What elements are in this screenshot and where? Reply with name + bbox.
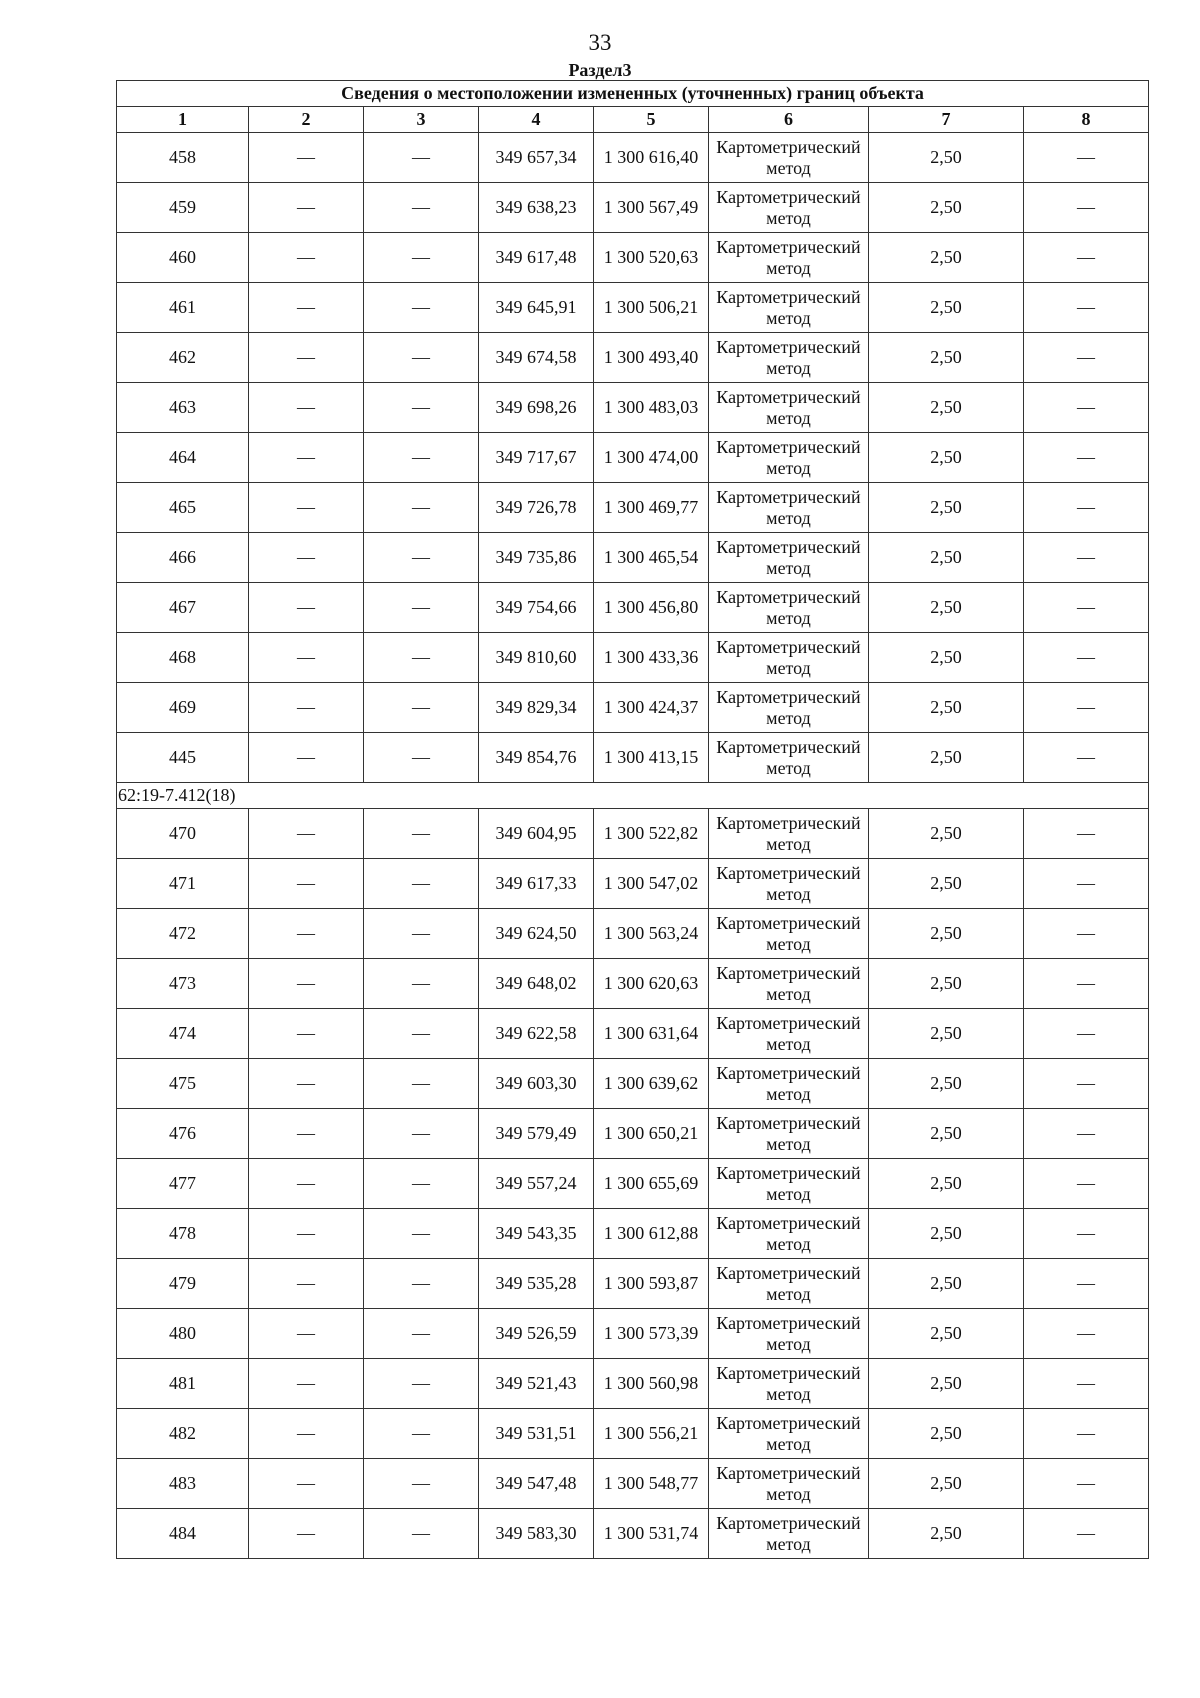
accuracy-cell: 2,50 — [869, 233, 1024, 283]
cell-col2: — — [249, 1359, 364, 1409]
cell-col8: — — [1024, 733, 1149, 783]
point-number: 476 — [117, 1109, 249, 1159]
method-cell: Картометрический метод — [709, 533, 869, 583]
coord-y: 1 300 456,80 — [594, 583, 709, 633]
point-number: 461 — [117, 283, 249, 333]
cell-col8: — — [1024, 1309, 1149, 1359]
cell-col8: — — [1024, 433, 1149, 483]
method-cell: Картометрический метод — [709, 283, 869, 333]
coord-y: 1 300 520,63 — [594, 233, 709, 283]
cell-col8: — — [1024, 1259, 1149, 1309]
accuracy-cell: 2,50 — [869, 1059, 1024, 1109]
coord-y: 1 300 620,63 — [594, 959, 709, 1009]
method-cell: Картометрический метод — [709, 1109, 869, 1159]
method-cell: Картометрический метод — [709, 483, 869, 533]
method-cell: Картометрический метод — [709, 1209, 869, 1259]
cell-col2: — — [249, 1309, 364, 1359]
method-cell: Картометрический метод — [709, 1159, 869, 1209]
table-row — [117, 683, 1149, 733]
point-number: 466 — [117, 533, 249, 583]
accuracy-cell: 2,50 — [869, 483, 1024, 533]
point-number: 445 — [117, 733, 249, 783]
cell-col2: — — [249, 1209, 364, 1259]
table-row — [117, 1259, 1149, 1309]
cell-col3: — — [364, 633, 479, 683]
method-cell: Картометрический метод — [709, 383, 869, 433]
point-number: 479 — [117, 1259, 249, 1309]
section-title: Раздел3 — [568, 60, 632, 80]
point-number: 484 — [117, 1509, 249, 1559]
accuracy-cell: 2,50 — [869, 1259, 1024, 1309]
coord-y: 1 300 612,88 — [594, 1209, 709, 1259]
cell-col8: — — [1024, 1109, 1149, 1159]
coord-y: 1 300 413,15 — [594, 733, 709, 783]
coordinates-table — [116, 80, 1149, 1559]
cell-col3: — — [364, 1109, 479, 1159]
table-row — [117, 1009, 1149, 1059]
table-row — [117, 809, 1149, 859]
coord-x: 349 579,49 — [479, 1109, 594, 1159]
table-row — [117, 383, 1149, 433]
coord-y: 1 300 563,24 — [594, 909, 709, 959]
table-row — [117, 1459, 1149, 1509]
cell-col2: — — [249, 283, 364, 333]
accuracy-cell: 2,50 — [869, 383, 1024, 433]
cell-col2: — — [249, 733, 364, 783]
coord-y: 1 300 493,40 — [594, 333, 709, 383]
cell-col3: — — [364, 683, 479, 733]
cell-col2: — — [249, 1009, 364, 1059]
cell-col2: — — [249, 483, 364, 533]
cell-col8: — — [1024, 533, 1149, 583]
point-number: 481 — [117, 1359, 249, 1409]
cell-col8: — — [1024, 1159, 1149, 1209]
cell-col2: — — [249, 959, 364, 1009]
coord-y: 1 300 474,00 — [594, 433, 709, 483]
cell-col2: — — [249, 183, 364, 233]
point-number: 480 — [117, 1309, 249, 1359]
coord-x: 349 603,30 — [479, 1059, 594, 1109]
point-number: 463 — [117, 383, 249, 433]
point-number: 471 — [117, 859, 249, 909]
cell-col2: — — [249, 1059, 364, 1109]
cell-col2: — — [249, 383, 364, 433]
cell-col8: — — [1024, 683, 1149, 733]
cell-col3: — — [364, 383, 479, 433]
accuracy-cell: 2,50 — [869, 1109, 1024, 1159]
coord-x: 349 604,95 — [479, 809, 594, 859]
point-number: 474 — [117, 1009, 249, 1059]
point-number: 468 — [117, 633, 249, 683]
coord-x: 349 543,35 — [479, 1209, 594, 1259]
table-row — [117, 1359, 1149, 1409]
table-row — [117, 233, 1149, 283]
column-number: 5 — [594, 107, 709, 133]
point-number: 467 — [117, 583, 249, 633]
coord-x: 349 531,51 — [479, 1409, 594, 1459]
coord-y: 1 300 616,40 — [594, 133, 709, 183]
cell-col8: — — [1024, 1059, 1149, 1109]
coord-y: 1 300 593,87 — [594, 1259, 709, 1309]
coord-x: 349 735,86 — [479, 533, 594, 583]
coord-x: 349 726,78 — [479, 483, 594, 533]
column-number: 8 — [1024, 107, 1149, 133]
cell-col8: — — [1024, 859, 1149, 909]
coord-x: 349 717,67 — [479, 433, 594, 483]
coord-x: 349 617,48 — [479, 233, 594, 283]
accuracy-cell: 2,50 — [869, 859, 1024, 909]
method-cell: Картометрический метод — [709, 1309, 869, 1359]
accuracy-cell: 2,50 — [869, 433, 1024, 483]
cell-col8: — — [1024, 809, 1149, 859]
cell-col2: — — [249, 1459, 364, 1509]
accuracy-cell: 2,50 — [869, 333, 1024, 383]
cell-col8: — — [1024, 233, 1149, 283]
cell-col8: — — [1024, 633, 1149, 683]
method-cell: Картометрический метод — [709, 583, 869, 633]
coord-y: 1 300 631,64 — [594, 1009, 709, 1059]
cell-col2: — — [249, 233, 364, 283]
accuracy-cell: 2,50 — [869, 809, 1024, 859]
accuracy-cell: 2,50 — [869, 1209, 1024, 1259]
table-title: Сведения о местоположении измененных (уточненных) границ объекта — [117, 81, 1149, 107]
group-row — [117, 783, 1149, 809]
accuracy-cell: 2,50 — [869, 683, 1024, 733]
coord-x: 349 617,33 — [479, 859, 594, 909]
column-number: 3 — [364, 107, 479, 133]
coord-y: 1 300 655,69 — [594, 1159, 709, 1209]
point-number: 478 — [117, 1209, 249, 1259]
cell-col3: — — [364, 583, 479, 633]
coord-x: 349 829,34 — [479, 683, 594, 733]
coord-x: 349 648,02 — [479, 959, 594, 1009]
method-cell: Картометрический метод — [709, 133, 869, 183]
cell-col8: — — [1024, 959, 1149, 1009]
cell-col3: — — [364, 1159, 479, 1209]
cell-col8: — — [1024, 1409, 1149, 1459]
cell-col8: — — [1024, 1009, 1149, 1059]
point-number: 472 — [117, 909, 249, 959]
coord-y: 1 300 469,77 — [594, 483, 709, 533]
cell-col2: — — [249, 533, 364, 583]
accuracy-cell: 2,50 — [869, 1009, 1024, 1059]
point-number: 483 — [117, 1459, 249, 1509]
column-number: 7 — [869, 107, 1024, 133]
table-row — [117, 1059, 1149, 1109]
coord-x: 349 535,28 — [479, 1259, 594, 1309]
cell-col3: — — [364, 283, 479, 333]
coord-x: 349 698,26 — [479, 383, 594, 433]
cell-col8: — — [1024, 333, 1149, 383]
coord-x: 349 547,48 — [479, 1459, 594, 1509]
table-row — [117, 1209, 1149, 1259]
method-cell: Картометрический метод — [709, 333, 869, 383]
method-cell: Картометрический метод — [709, 1009, 869, 1059]
coord-y: 1 300 573,39 — [594, 1309, 709, 1359]
table-row — [117, 583, 1149, 633]
accuracy-cell: 2,50 — [869, 1359, 1024, 1409]
method-cell: Картометрический метод — [709, 1359, 869, 1409]
table-row — [117, 1309, 1149, 1359]
cell-col2: — — [249, 859, 364, 909]
cell-col3: — — [364, 1309, 479, 1359]
cell-col3: — — [364, 909, 479, 959]
table-row — [117, 859, 1149, 909]
cell-col2: — — [249, 1109, 364, 1159]
coord-y: 1 300 522,82 — [594, 809, 709, 859]
table-row — [117, 333, 1149, 383]
cell-col2: — — [249, 683, 364, 733]
point-number: 464 — [117, 433, 249, 483]
table-row — [117, 959, 1149, 1009]
cell-col3: — — [364, 483, 479, 533]
table-row — [117, 1109, 1149, 1159]
method-cell: Картометрический метод — [709, 683, 869, 733]
coord-x: 349 657,34 — [479, 133, 594, 183]
cell-col8: — — [1024, 583, 1149, 633]
accuracy-cell: 2,50 — [869, 959, 1024, 1009]
accuracy-cell: 2,50 — [869, 1459, 1024, 1509]
accuracy-cell: 2,50 — [869, 909, 1024, 959]
coord-y: 1 300 567,49 — [594, 183, 709, 233]
cell-col3: — — [364, 1459, 479, 1509]
cell-col2: — — [249, 333, 364, 383]
cell-col3: — — [364, 859, 479, 909]
point-number: 459 — [117, 183, 249, 233]
cell-col3: — — [364, 1409, 479, 1459]
point-number: 470 — [117, 809, 249, 859]
cell-col8: — — [1024, 1209, 1149, 1259]
point-number: 458 — [117, 133, 249, 183]
coord-x: 349 810,60 — [479, 633, 594, 683]
cell-col8: — — [1024, 133, 1149, 183]
accuracy-cell: 2,50 — [869, 533, 1024, 583]
coord-y: 1 300 531,74 — [594, 1509, 709, 1559]
cell-col2: — — [249, 1409, 364, 1459]
method-cell: Картометрический метод — [709, 633, 869, 683]
method-cell: Картометрический метод — [709, 909, 869, 959]
coord-y: 1 300 483,03 — [594, 383, 709, 433]
accuracy-cell: 2,50 — [869, 1159, 1024, 1209]
accuracy-cell: 2,50 — [869, 633, 1024, 683]
point-number: 482 — [117, 1409, 249, 1459]
method-cell: Картометрический метод — [709, 809, 869, 859]
table-row — [117, 533, 1149, 583]
method-cell: Картометрический метод — [709, 433, 869, 483]
page-number: 33 — [588, 30, 612, 55]
cell-col2: — — [249, 909, 364, 959]
coord-y: 1 300 506,21 — [594, 283, 709, 333]
accuracy-cell: 2,50 — [869, 1409, 1024, 1459]
coord-x: 349 526,59 — [479, 1309, 594, 1359]
cell-col3: — — [364, 809, 479, 859]
coord-x: 349 645,91 — [479, 283, 594, 333]
coord-y: 1 300 548,77 — [594, 1459, 709, 1509]
method-cell: Картометрический метод — [709, 1059, 869, 1109]
accuracy-cell: 2,50 — [869, 733, 1024, 783]
cell-col8: — — [1024, 1459, 1149, 1509]
coord-y: 1 300 556,21 — [594, 1409, 709, 1459]
point-number: 462 — [117, 333, 249, 383]
cell-col3: — — [364, 533, 479, 583]
coord-y: 1 300 560,98 — [594, 1359, 709, 1409]
coord-y: 1 300 433,36 — [594, 633, 709, 683]
table-row — [117, 1409, 1149, 1459]
table-row — [117, 183, 1149, 233]
cell-col3: — — [364, 1509, 479, 1559]
method-cell: Картометрический метод — [709, 733, 869, 783]
point-number: 460 — [117, 233, 249, 283]
method-cell: Картометрический метод — [709, 959, 869, 1009]
coord-y: 1 300 639,62 — [594, 1059, 709, 1109]
cell-col3: — — [364, 183, 479, 233]
coord-x: 349 854,76 — [479, 733, 594, 783]
cell-col3: — — [364, 1009, 479, 1059]
cell-col8: — — [1024, 183, 1149, 233]
cell-col3: — — [364, 1209, 479, 1259]
table-row — [117, 283, 1149, 333]
cell-col3: — — [364, 1059, 479, 1109]
accuracy-cell: 2,50 — [869, 133, 1024, 183]
accuracy-cell: 2,50 — [869, 283, 1024, 333]
coord-x: 349 674,58 — [479, 333, 594, 383]
coord-x: 349 638,23 — [479, 183, 594, 233]
table-row — [117, 1509, 1149, 1559]
cell-col2: — — [249, 1509, 364, 1559]
method-cell: Картометрический метод — [709, 233, 869, 283]
table-row — [117, 909, 1149, 959]
method-cell: Картометрический метод — [709, 1509, 869, 1559]
table-row — [117, 1159, 1149, 1209]
point-number: 473 — [117, 959, 249, 1009]
method-cell: Картометрический метод — [709, 859, 869, 909]
cell-col2: — — [249, 583, 364, 633]
coord-y: 1 300 465,54 — [594, 533, 709, 583]
column-number-row — [117, 107, 1149, 133]
point-number: 465 — [117, 483, 249, 533]
method-cell: Картометрический метод — [709, 1459, 869, 1509]
cell-col3: — — [364, 1259, 479, 1309]
accuracy-cell: 2,50 — [869, 583, 1024, 633]
cell-col8: — — [1024, 383, 1149, 433]
column-number: 4 — [479, 107, 594, 133]
method-cell: Картометрический метод — [709, 1259, 869, 1309]
accuracy-cell: 2,50 — [869, 1309, 1024, 1359]
table-title-row — [117, 81, 1149, 107]
cell-col8: — — [1024, 1509, 1149, 1559]
cell-col8: — — [1024, 483, 1149, 533]
coord-x: 349 754,66 — [479, 583, 594, 633]
cell-col2: — — [249, 809, 364, 859]
point-number: 475 — [117, 1059, 249, 1109]
cell-col3: — — [364, 333, 479, 383]
cell-col8: — — [1024, 1359, 1149, 1409]
cell-col2: — — [249, 1159, 364, 1209]
table-body — [117, 81, 1149, 1559]
coord-x: 349 622,58 — [479, 1009, 594, 1059]
table-row — [117, 433, 1149, 483]
cell-col3: — — [364, 959, 479, 1009]
table-row — [117, 633, 1149, 683]
coord-x: 349 557,24 — [479, 1159, 594, 1209]
cell-col3: — — [364, 233, 479, 283]
cell-col8: — — [1024, 909, 1149, 959]
cell-col2: — — [249, 633, 364, 683]
coord-x: 349 583,30 — [479, 1509, 594, 1559]
column-number: 2 — [249, 107, 364, 133]
coord-y: 1 300 650,21 — [594, 1109, 709, 1159]
cell-col3: — — [364, 433, 479, 483]
point-number: 469 — [117, 683, 249, 733]
table-row — [117, 733, 1149, 783]
cell-col3: — — [364, 733, 479, 783]
group-label: 62:19-7.412(18) — [117, 783, 1149, 809]
coord-x: 349 521,43 — [479, 1359, 594, 1409]
point-number: 477 — [117, 1159, 249, 1209]
cell-col3: — — [364, 1359, 479, 1409]
column-number: 6 — [709, 107, 869, 133]
method-cell: Картометрический метод — [709, 1409, 869, 1459]
cell-col3: — — [364, 133, 479, 183]
cell-col8: — — [1024, 283, 1149, 333]
table-row — [117, 133, 1149, 183]
accuracy-cell: 2,50 — [869, 1509, 1024, 1559]
cell-col2: — — [249, 433, 364, 483]
table-row — [117, 483, 1149, 533]
coord-y: 1 300 547,02 — [594, 859, 709, 909]
cell-col2: — — [249, 133, 364, 183]
coord-x: 349 624,50 — [479, 909, 594, 959]
method-cell: Картометрический метод — [709, 183, 869, 233]
accuracy-cell: 2,50 — [869, 183, 1024, 233]
coord-y: 1 300 424,37 — [594, 683, 709, 733]
cell-col2: — — [249, 1259, 364, 1309]
column-number: 1 — [117, 107, 249, 133]
